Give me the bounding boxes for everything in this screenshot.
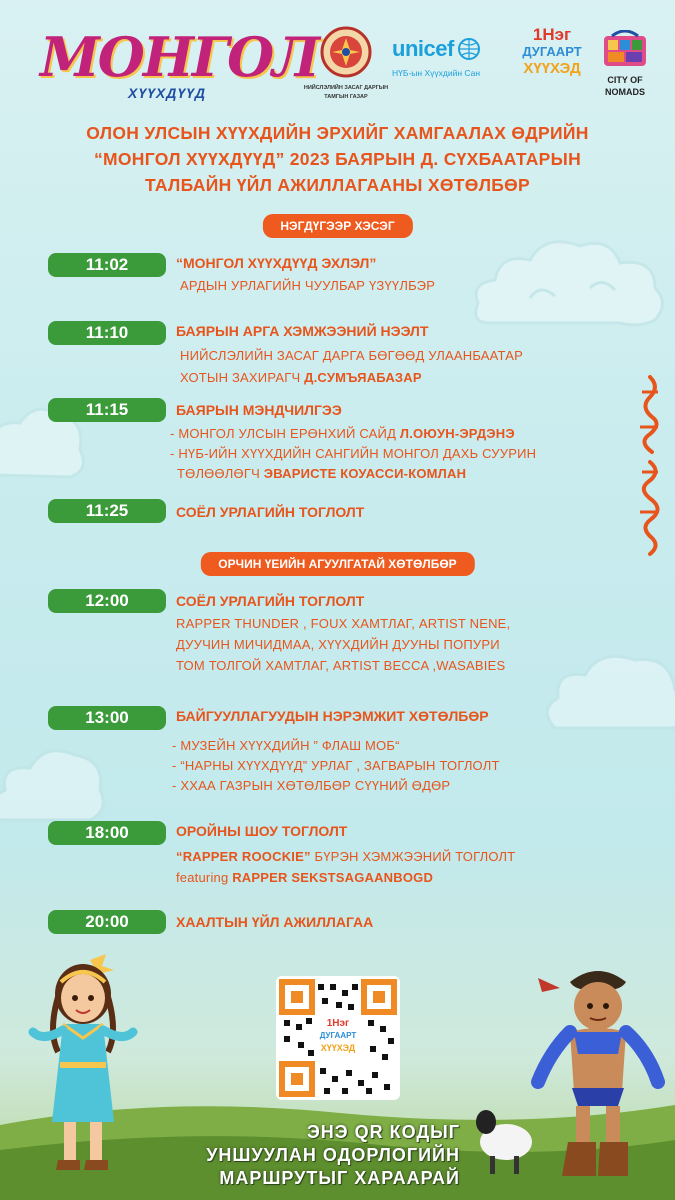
event-line-1115-3 — [177, 466, 466, 481]
event-line-1800-2a: featuring — [176, 870, 233, 885]
qr-text-line1: ЭНЭ QR КОДЫГ — [306, 1122, 460, 1142]
mongolian-script-decoration — [620, 372, 675, 557]
event-line-1300-2: - “НАРНЫ ХҮҮХДҮҮД” УРЛАГ , ЗАГВАРЫН ТОГЛОЛТ — [172, 758, 500, 773]
event-line-1800-1b: БҮРЭН ХЭМЖЭЭНИЙ ТОГЛОЛТ — [310, 849, 516, 864]
event-line-1300-3: - ХХАА ГАЗРЫН ХӨТӨЛБӨР СҮҮНИЙ ӨДӨР — [172, 778, 451, 793]
city-emblem-logo — [302, 26, 390, 100]
time-pill-1115: 11:15 — [48, 398, 166, 422]
event-line-1115-1b: Л.ОЮУН-ЭРДЭНЭ — [399, 426, 515, 441]
event-line-1110-2a: ХОТЫН ЗАХИРАГЧ — [180, 370, 305, 385]
event-line-1115-3a: ТӨЛӨӨЛӨГЧ — [177, 466, 264, 481]
event-title-1110: БАЯРЫН АРГА ХЭМЖЭЭНИЙ НЭЭЛТ — [176, 323, 429, 339]
time-pill-1300: 13:00 — [48, 706, 166, 730]
title-line-1: ОЛОН УЛСЫН ХҮҮХДИЙН ЭРХИЙГ ХАМГААЛАХ ӨДРИЙН — [86, 123, 589, 143]
cloud-decoration — [0, 730, 110, 830]
city-of-nomads-logo — [598, 30, 652, 100]
event-line-1800-2b: RAPPER SEKSTSAGAANBOGD — [232, 870, 434, 885]
event-line-1200-2: ДУУЧИН МИЧИДМАА, ХҮҮХДИЙН ДУУНЫ ПОПУРИ — [176, 637, 500, 652]
nomads-line2: NOMADS — [605, 87, 645, 97]
neg-line2: ДУГААРТ — [522, 44, 582, 59]
program-title — [0, 120, 675, 198]
event-title-1200: СОЁЛ УРЛАГИЙН ТОГЛОЛТ — [176, 593, 365, 609]
qr-text-line2: УНШУУЛАН ОДОРЛОГИЙН — [206, 1145, 460, 1165]
neg-line1: 1Нэг — [532, 25, 572, 44]
header — [0, 22, 675, 102]
unicef-sub: НҮБ-ын Хүүхдийн Сан — [392, 68, 481, 78]
event-title-2000: ХААЛТЫН ҮЙЛ АЖИЛЛАГАА — [176, 914, 374, 930]
nomads-line1: CITY OF — [607, 75, 643, 85]
qr-instruction-text — [170, 1121, 460, 1190]
time-pill-1200: 12:00 — [48, 589, 166, 613]
event-line-1200-3: ТОМ ТОЛГОЙ ХАМТЛАГ, ARTIST BECCA ,WASABIES — [176, 658, 506, 673]
event-line-1115-1 — [170, 426, 515, 441]
sheep-illustration — [470, 1100, 540, 1180]
qr-code[interactable] — [276, 976, 400, 1100]
event-title-1115: БАЯРЫН МЭНДЧИЛГЭЭ — [176, 402, 342, 418]
title-line-3: ТАЛБАЙН ҮЙЛ АЖИЛЛАГААНЫ ХӨТӨЛБӨР — [144, 175, 531, 195]
cloud-decoration — [470, 228, 670, 338]
unicef-globe-icon — [458, 38, 480, 60]
boy-wrestler-illustration — [530, 962, 665, 1187]
neg-line3: ХҮҮХЭД — [523, 60, 581, 77]
emblem-caption-2: ТАМГЫН ГАЗАР — [324, 94, 368, 100]
time-pill-1102: 11:02 — [48, 253, 166, 277]
neg-dugaart-logo — [516, 26, 588, 96]
event-line-1800-1a: “RAPPER ROOCKIE” — [176, 849, 311, 864]
event-title-1800: ОРОЙНЫ ШОУ ТОГЛОЛТ — [176, 823, 348, 839]
event-line-1115-3b: ЭВАРИСТЕ КОУАССИ-КОМЛАН — [263, 466, 467, 481]
event-line-1300-1: - МУЗЕЙН ХҮҮХДИЙН ” ФЛАШ МОБ“ — [172, 738, 400, 753]
girl-character-illustration — [28, 952, 138, 1174]
time-pill-1125: 11:25 — [48, 499, 166, 523]
event-title-1102: “МОНГОЛ ХҮҮХДҮҮД ЭХЛЭЛ” — [176, 255, 377, 271]
emblem-icon — [320, 26, 372, 78]
nomads-icon — [602, 30, 648, 68]
section-first-pill: НЭГДҮГЭЭР ХЭСЭГ — [262, 214, 412, 238]
title-line-2: “МОНГОЛ ХҮҮХДҮҮД” 2023 БАЯРЫН Д. СҮХБААТАРЫН — [93, 149, 582, 169]
logo-word: МОНГОЛ — [40, 25, 318, 89]
qr-center-logo — [316, 1018, 360, 1054]
qr-center-line3: ХҮҮХЭД — [320, 1043, 356, 1053]
event-line-1800-2 — [176, 870, 433, 885]
unicef-name: unicef — [392, 36, 454, 61]
event-line-1110-1: НИЙСЛЭЛИЙН ЗАСАГ ДАРГА БӨГӨӨД УЛААНБААТАР — [180, 348, 523, 363]
event-line-1115-2: - НҮБ-ИЙН ХҮҮХДИЙН САНГИЙН МОНГОЛ ДАХЬ СУУРИН — [170, 446, 537, 461]
emblem-caption-1: НИЙСЛЭЛИЙН ЗАСАГ ДАРГЫН — [303, 85, 389, 91]
time-pill-1110: 11:10 — [48, 321, 166, 345]
event-line-1115-1a: - МОНГОЛ УЛСЫН ЕРӨНХИЙ САЙД — [170, 426, 400, 441]
event-line-1800-1 — [176, 849, 515, 864]
event-title-1300: БАЙГУУЛЛАГУУДЫН НЭРЭМЖИТ ХӨТӨЛБӨР — [176, 708, 489, 724]
qr-text-line3: МАРШРУТЫГ ХАРААРАЙ — [219, 1168, 460, 1188]
section-modern-pill: ОРЧИН ҮЕИЙН АГУУЛГАТАЙ ХӨТӨЛБӨР — [200, 552, 474, 576]
event-line-1102-1: АРДЫН УРЛАГИЙН ЧУУЛБАР ҮЗҮҮЛБЭР — [180, 278, 436, 293]
event-line-1110-2 — [180, 370, 422, 385]
unicef-logo — [392, 36, 500, 88]
event-title-1125: СОЁЛ УРЛАГИЙН ТОГЛОЛТ — [176, 504, 365, 520]
qr-center-line2: ДУГААРТ — [319, 1031, 357, 1040]
event-line-1110-2b: Д.СУМЪЯАБАЗАР — [304, 370, 422, 385]
event-line-1200-1: RAPPER THUNDER , FOUX ХАМТЛАГ, ARTIST NENE, — [176, 616, 511, 631]
logo-sub: ХҮҮХДҮҮД — [128, 85, 207, 101]
time-pill-1800: 18:00 — [48, 821, 166, 845]
qr-center-line1: 1Нэг — [326, 1018, 350, 1029]
cloud-decoration — [540, 640, 675, 740]
time-pill-2000: 20:00 — [48, 910, 166, 934]
mongol-children-logo — [40, 25, 318, 102]
